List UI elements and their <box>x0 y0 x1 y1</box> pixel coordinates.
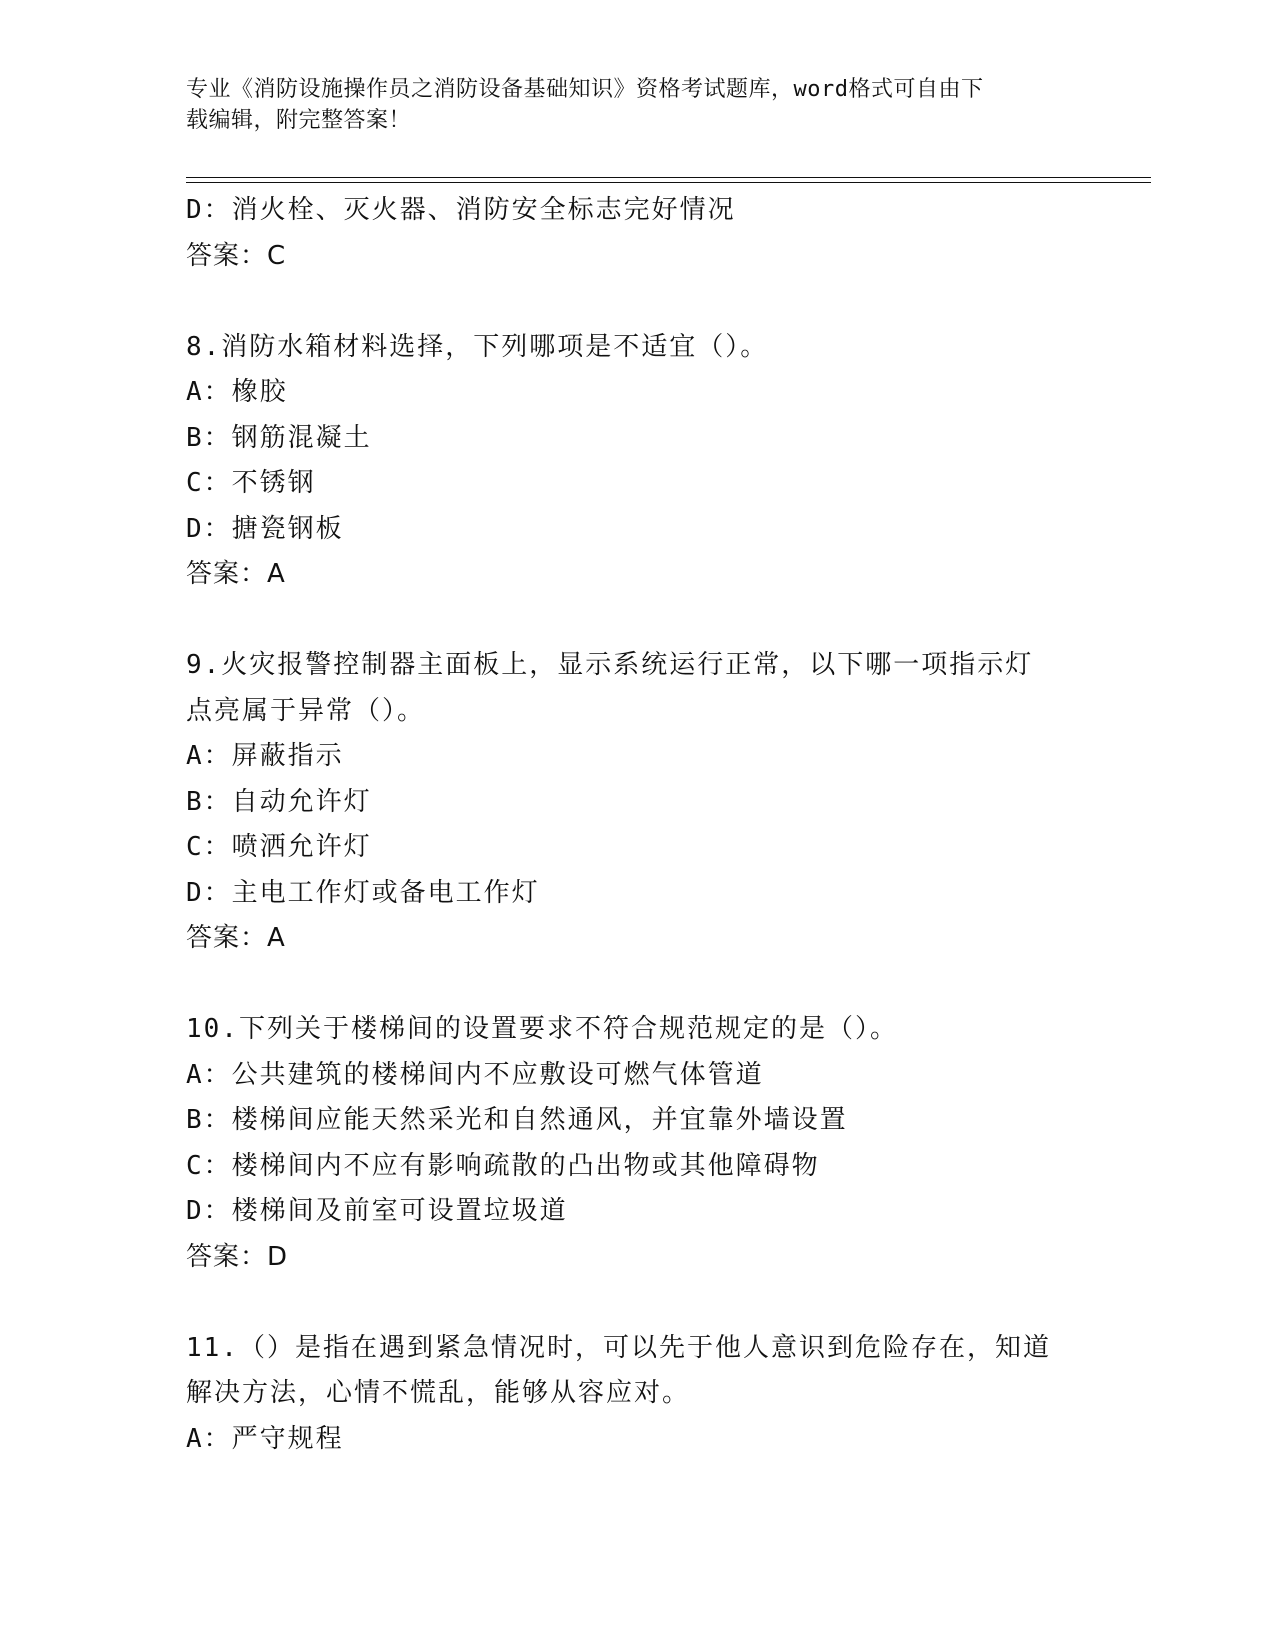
header-divider-top <box>186 177 1151 178</box>
question-stem: 8.消防水箱材料选择，下列哪项是不适宜（）。 <box>186 331 769 362</box>
question-10 <box>186 1007 1086 1280</box>
answer-line: 答案：C <box>186 240 287 271</box>
answer-line: 答案：A <box>186 559 286 589</box>
spacer <box>186 962 1086 1008</box>
question-stem-line-2: 点亮属于异常（）。 <box>186 695 426 726</box>
question-stem: 10.下列关于楼梯间的设置要求不符合规范规定的是（）。 <box>186 1014 898 1044</box>
document-header <box>186 74 1066 136</box>
spacer <box>186 1280 1086 1326</box>
option-d: D：楼梯间及前室可设置垃圾道 <box>186 1196 568 1226</box>
option-c: C：楼梯间内不应有影响疏散的凸出物或其他障碍物 <box>186 1150 820 1181</box>
answer-line: 答案：D <box>186 1241 289 1272</box>
header-line-2: 载编辑，附完整答案！ <box>186 108 412 133</box>
question-11 <box>186 1326 1086 1463</box>
spacer <box>186 279 1086 325</box>
option-a: A：屏蔽指示 <box>186 741 344 771</box>
option-c: C：喷洒允许灯 <box>186 832 372 862</box>
option-d: D：搪瓷钢板 <box>186 513 344 544</box>
question-9 <box>186 643 1086 962</box>
option-b: B：钢筋混凝土 <box>186 422 372 453</box>
option-a: A：严守规程 <box>186 1423 344 1454</box>
option-a: A：公共建筑的楼梯间内不应敷设可燃气体管道 <box>186 1059 764 1090</box>
question-stem-line-1: 11.（）是指在遇到紧急情况时，可以先于他人意识到危险存在，知道 <box>186 1332 1051 1363</box>
question-stem-line-1: 9.火灾报警控制器主面板上，显示系统运行正常，以下哪一项指示灯 <box>186 650 1034 680</box>
option-b: B：自动允许灯 <box>186 786 372 817</box>
option-c: C：不锈钢 <box>186 468 316 498</box>
header-divider-bottom <box>186 182 1151 183</box>
header-line-1: 专业《消防设施操作员之消防设备基础知识》资格考试题库，word格式可自由下 <box>186 77 984 102</box>
question-list <box>186 188 1086 1462</box>
question-stem-line-2: 解决方法，心情不慌乱，能够从容应对。 <box>186 1378 691 1408</box>
option-d: D：主电工作灯或备电工作灯 <box>186 877 540 908</box>
question-8 <box>186 325 1086 598</box>
option-b: B：楼梯间应能天然采光和自然通风，并宜靠外墙设置 <box>186 1105 848 1135</box>
option-a: A：橡胶 <box>186 377 288 407</box>
spacer <box>186 598 1086 644</box>
option-d: D：消火栓、灭火器、消防安全标志完好情况 <box>186 195 736 225</box>
answer-line: 答案：A <box>186 923 286 953</box>
